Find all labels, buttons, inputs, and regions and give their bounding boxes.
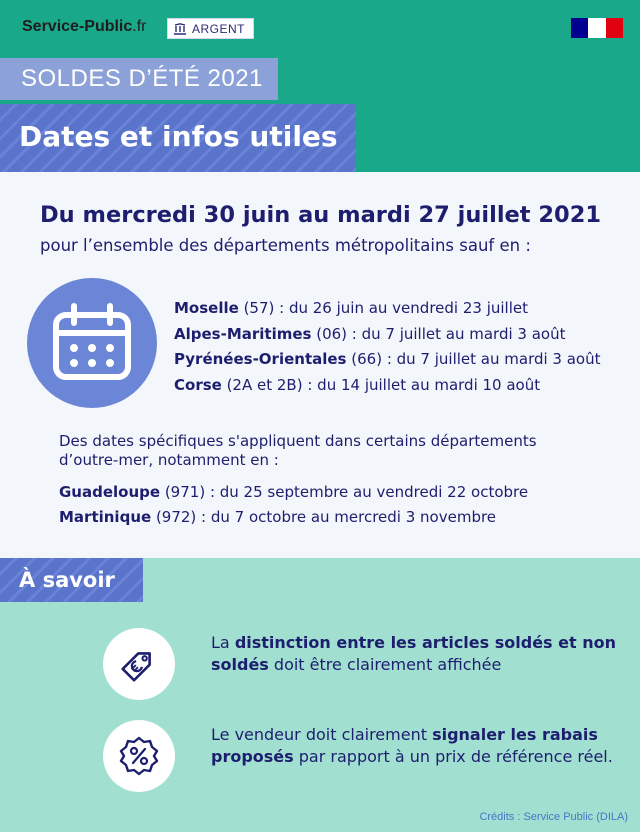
department-dates: : du 7 octobre au mercredi 3 novembre <box>196 508 497 526</box>
department-dates: : du 25 septembre au vendredi 22 octobre <box>205 483 529 501</box>
department-code: (971) <box>160 483 206 501</box>
department-name: Moselle <box>174 299 239 317</box>
department-name: Pyrénées-Orientales <box>174 350 347 368</box>
tip-text-pre: La <box>211 633 235 652</box>
euro-price-tag-icon <box>103 628 175 700</box>
dates-section <box>0 172 640 558</box>
brand-bar <box>0 0 640 56</box>
category-tag[interactable] <box>167 18 254 39</box>
flag-red <box>606 18 623 38</box>
tip-text-pre: Le vendeur doit clairement <box>211 725 433 744</box>
header-banner <box>0 0 640 172</box>
department-dates: : du 14 juillet au mardi 10 août <box>302 375 541 394</box>
tip-text-bold: signaler les rabais proposés <box>211 725 598 766</box>
overseas-intro: Des dates spécifiques s'appliquent dans certains départements d’outre-mer, notamment en : <box>59 432 537 469</box>
percent-badge-icon <box>103 720 175 792</box>
department-name: Guadeloupe <box>59 483 161 501</box>
tip-discount-signal <box>211 724 640 767</box>
credits-text: Crédits : Service Public (DILA) <box>479 811 628 823</box>
republique-francaise-logo <box>571 18 623 38</box>
brand-name: Service-Public <box>22 18 133 35</box>
list-item <box>174 373 601 399</box>
list-item <box>174 322 601 348</box>
department-code: (66) <box>346 350 383 368</box>
category-tag-label: ARGENT <box>192 21 246 36</box>
savoir-heading: À savoir <box>0 558 143 602</box>
tip-text-bold: distinction entre les articles soldés et non soldés <box>211 633 616 674</box>
department-dates: : du 26 juin au vendredi 23 juillet <box>274 299 528 317</box>
department-name: Alpes-Maritimes <box>174 324 312 343</box>
department-name: Corse <box>174 375 222 394</box>
list-item <box>174 347 601 373</box>
kicker-label: SOLDES D’ÉTÉ 2021 <box>0 58 278 100</box>
page-title: Dates et infos utiles <box>0 104 356 172</box>
department-code: (2A et 2B) <box>221 375 303 394</box>
overseas-list <box>59 480 528 530</box>
department-code: (06) <box>311 324 348 343</box>
flag-blue <box>571 18 588 38</box>
main-dates-headline: Du mercredi 30 juin au mardi 27 juillet 2021 <box>40 202 602 228</box>
brand-suffix: .fr <box>132 18 147 35</box>
department-exceptions-list <box>174 296 601 398</box>
main-dates-subline: pour l’ensemble des départements métropolitains sauf en : <box>40 236 531 255</box>
calendar-icon <box>27 278 157 408</box>
department-code: (57) <box>238 299 275 317</box>
department-dates: : du 7 juillet au mardi 3 août <box>347 324 566 343</box>
department-dates: : du 7 juillet au mardi 3 août <box>382 350 601 368</box>
flag-white <box>588 18 605 38</box>
service-public-logo[interactable] <box>22 18 147 36</box>
department-name: Martinique <box>59 508 152 526</box>
list-item <box>174 296 601 322</box>
list-item <box>59 505 528 530</box>
department-code: (972) <box>151 508 197 526</box>
tip-text-post: par rapport à un prix de référence réel. <box>293 746 613 766</box>
tip-text-post: doit être clairement affichée <box>268 654 502 674</box>
list-item <box>59 480 528 505</box>
savoir-section <box>0 558 640 832</box>
money-icon <box>173 23 187 35</box>
tip-price-distinction <box>211 632 640 675</box>
